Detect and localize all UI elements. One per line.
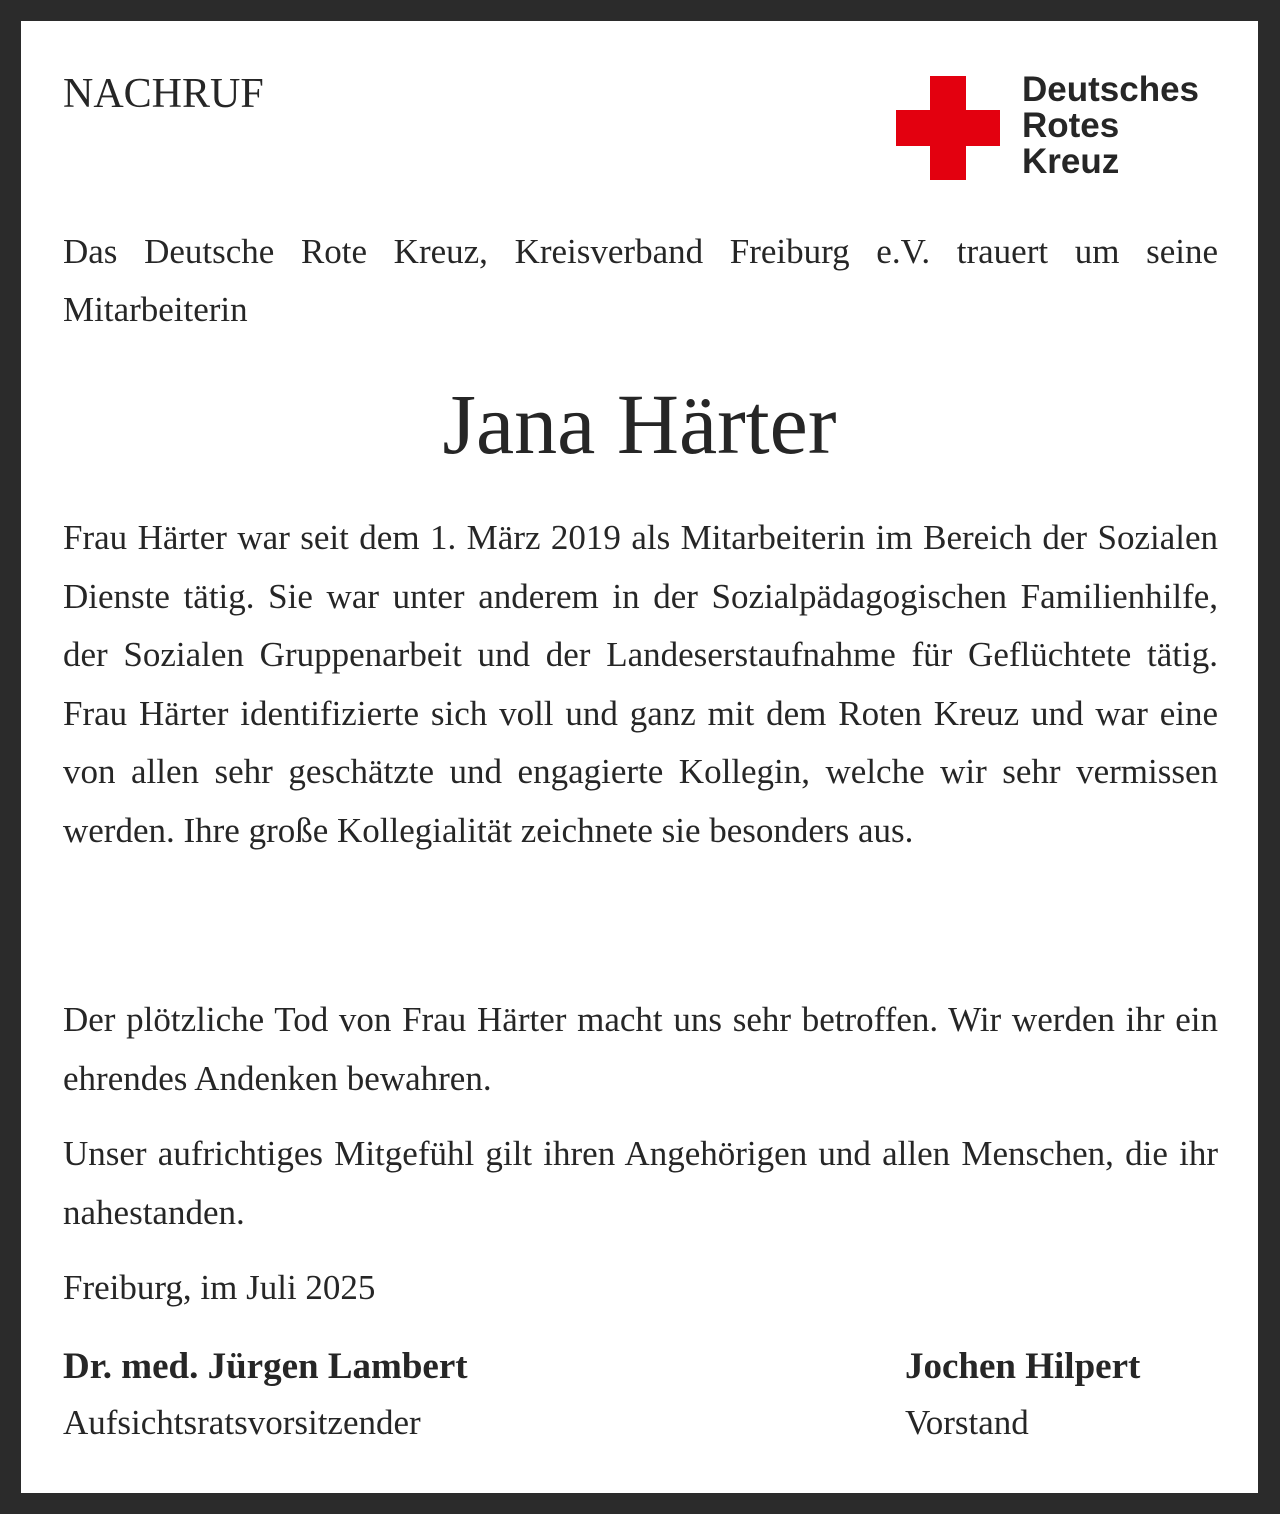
signatory-name: Jochen Hilpert	[905, 1346, 1141, 1387]
logo-line-1: Deutsches	[1022, 70, 1200, 109]
paragraph-condolence: Der plötzliche Tod von Frau Härter macht uns sehr betroffen. Wir werden ihr ein ehrendes Andenken bewahren.	[63, 1000, 1218, 1098]
place-date: Freiburg, im Juli 2025	[63, 1268, 376, 1307]
notice-heading: NACHRUF	[63, 71, 264, 117]
paragraph-biography: Frau Härter war seit dem 1. März 2019 als Mitarbeiterin im Bereich der Sozialen Dienste tätig. Sie war unter anderem in der Sozialpädagogischen Familienhilfe, der Sozialen Gruppenarbeit und der Landeserstaufnahme für Geflüchtete tätig. Frau Härter identifizierte sich voll und ganz mit dem Roten Kreuz und war eine von allen sehr geschätzte und engagierte Kollegin, welche wir sehr vermissen werden. Ihre große Kollegialität zeichnete sie besonders aus.	[63, 518, 1218, 850]
signatory-name: Dr. med. Jürgen Lambert	[63, 1346, 468, 1387]
signatory-role: Aufsichtsratsvorsitzender	[63, 1403, 421, 1442]
red-cross-icon	[896, 76, 1000, 180]
obituary-notice	[21, 21, 1258, 1493]
signatory-role: Vorstand	[905, 1403, 1029, 1442]
intro-text: Das Deutsche Rote Kreuz, Kreisverband Freiburg e.V. trauert um seine Mitarbeiterin	[63, 232, 1218, 329]
deceased-name: Jana Härter	[442, 376, 837, 472]
drk-logo	[896, 70, 1226, 181]
signatory-right	[905, 1339, 1140, 1451]
logo-line-2: Rotes	[1022, 106, 1120, 145]
logo-wordmark	[1022, 72, 1199, 180]
signatory-left	[63, 1339, 468, 1451]
logo-line-3: Kreuz	[1022, 142, 1120, 181]
paragraph-sympathy: Unser aufrichtiges Mitgefühl gilt ihren Angehörigen und allen Menschen, die ihr nahestanden.	[63, 1134, 1218, 1232]
